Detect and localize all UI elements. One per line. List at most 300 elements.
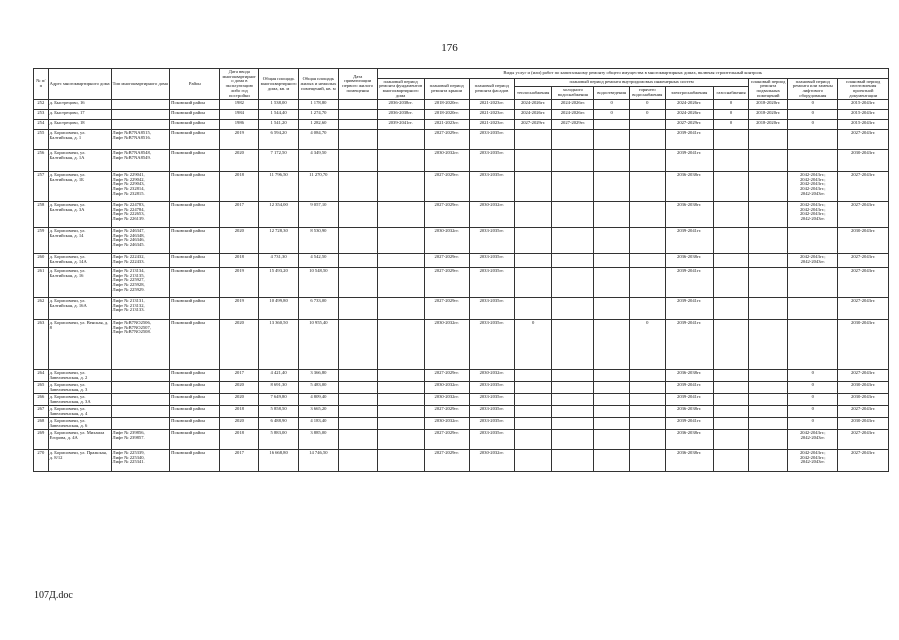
row-number: 253	[34, 110, 49, 120]
district-cell: Псковский район	[170, 110, 220, 120]
roof-period-cell: 2027-2029гг.	[424, 298, 469, 320]
lift-period-cell: 2042-2043гг.; 2042-2043гг.; 2042-2043гг.; 2042-2043гг.	[788, 202, 838, 228]
electricity-cell: 2039-2041гг.	[665, 382, 713, 394]
electricity-cell: 2036-2038гг.	[665, 202, 713, 228]
year-cell: 2017	[220, 370, 259, 382]
lift-period-cell: 0	[788, 382, 838, 394]
area-living-cell: 1 274,70	[298, 110, 338, 120]
hot-water-cell	[629, 450, 665, 472]
lift-period-cell: 0	[788, 120, 838, 130]
house-type-cell	[111, 110, 170, 120]
area-living-cell: 3 885,00	[298, 430, 338, 450]
privatization-cell	[338, 406, 377, 418]
design-docs-cell: 2030-2043гг.	[838, 228, 889, 254]
gas-supply-cell	[713, 320, 749, 370]
house-type-cell	[111, 394, 170, 406]
foundation-period-cell	[377, 150, 424, 172]
area-living-cell: 8 530,90	[298, 228, 338, 254]
basement-period-cell	[749, 172, 788, 202]
facade-period-cell: 2021-2023гг.	[469, 120, 514, 130]
row-number: 258	[34, 202, 49, 228]
year-cell: 2018	[220, 172, 259, 202]
heat-supply-cell	[514, 382, 552, 394]
roof-period-cell: 2030-2032гг.	[424, 382, 469, 394]
district-cell: Псковский район	[170, 370, 220, 382]
facade-period-cell: 2033-2035гг.	[469, 150, 514, 172]
table-row	[34, 228, 889, 254]
cold-water-cell	[552, 382, 594, 394]
district-cell: Псковский район	[170, 450, 220, 472]
table-row	[34, 430, 889, 450]
basement-period-cell	[749, 394, 788, 406]
design-docs-cell: 2015-2043гг.	[838, 110, 889, 120]
area-total-cell: 4 421,40	[259, 370, 299, 382]
electricity-cell: 2036-2038гг.	[665, 450, 713, 472]
district-cell: Псковский район	[170, 418, 220, 430]
foundation-period-cell	[377, 418, 424, 430]
drainage-cell	[594, 320, 630, 370]
roof-period-cell: 2027-2029гг.	[424, 406, 469, 418]
foundation-period-cell	[377, 370, 424, 382]
address-cell: д. Борисовичи, ул. Балтийская, д. 14А	[48, 254, 111, 268]
row-number: 255	[34, 130, 49, 150]
basement-period-cell	[749, 150, 788, 172]
gas-supply-cell	[713, 430, 749, 450]
address-cell: д. Борисовичи, ул. Пражская, д. 8/12	[48, 450, 111, 472]
area-total-cell: 16 668,80	[259, 450, 299, 472]
privatization-cell	[338, 394, 377, 406]
drainage-cell	[594, 298, 630, 320]
table-row	[34, 150, 889, 172]
electricity-cell: 2036-2038гг.	[665, 172, 713, 202]
basement-period-cell	[749, 418, 788, 430]
header-drain: водоотведения	[594, 86, 630, 99]
cold-water-cell	[552, 228, 594, 254]
basement-period-cell	[749, 406, 788, 418]
house-type-cell	[111, 382, 170, 394]
header-type: Тип многоквартирного дома	[111, 69, 170, 100]
design-docs-cell: 2030-2043гг.	[838, 382, 889, 394]
hot-water-cell	[629, 382, 665, 394]
lift-period-cell: 0	[788, 110, 838, 120]
design-docs-cell: 2015-2043гг.	[838, 100, 889, 110]
roof-period-cell: 2030-2032гг.	[424, 320, 469, 370]
house-type-cell: Лифт № 225339, Лифт № 225340, Лифт № 225341.	[111, 450, 170, 472]
roof-period-cell: 2030-2032гг.	[424, 228, 469, 254]
basement-period-cell: 2018-2020гг.	[749, 100, 788, 110]
header-basement: плановый период ремонта подвальных помещений	[749, 79, 788, 100]
roof-period-cell: 2027-2029гг.	[424, 370, 469, 382]
cold-water-cell	[552, 406, 594, 418]
foundation-period-cell	[377, 298, 424, 320]
area-total-cell: 4 731,30	[259, 254, 299, 268]
row-number: 265	[34, 382, 49, 394]
header-elec: электроснабжения	[665, 86, 713, 99]
table-row	[34, 110, 889, 120]
cold-water-cell	[552, 394, 594, 406]
row-number: 259	[34, 228, 49, 254]
cold-water-cell: 2027-2029гг.	[552, 120, 594, 130]
gas-supply-cell: 0	[713, 100, 749, 110]
electricity-cell: 2027-2029гг.	[665, 120, 713, 130]
cold-water-cell	[552, 298, 594, 320]
hot-water-cell	[629, 268, 665, 298]
address-cell: д. Борисовичи, ул. Завеличенская, д. 3А	[48, 394, 111, 406]
area-living-cell: 14 746,50	[298, 450, 338, 472]
area-living-cell: 10 955,40	[298, 320, 338, 370]
foundation-period-cell: 2036-2038гг.	[377, 110, 424, 120]
gas-supply-cell	[713, 382, 749, 394]
gas-supply-cell	[713, 268, 749, 298]
privatization-cell	[338, 150, 377, 172]
area-total-cell: 12 354,00	[259, 202, 299, 228]
design-docs-cell: 2027-2043гг.	[838, 430, 889, 450]
heat-supply-cell	[514, 450, 552, 472]
area-total-cell: 8 691,30	[259, 382, 299, 394]
district-cell: Псковский район	[170, 254, 220, 268]
hot-water-cell: 0	[629, 110, 665, 120]
privatization-cell	[338, 268, 377, 298]
roof-period-cell: 2021-2023гг.	[424, 120, 469, 130]
heat-supply-cell	[514, 172, 552, 202]
facade-period-cell: 2033-2035гг.	[469, 418, 514, 430]
hot-water-cell	[629, 406, 665, 418]
year-cell: 2017	[220, 450, 259, 472]
roof-period-cell: 2030-2032гг.	[424, 394, 469, 406]
lift-period-cell: 0	[788, 394, 838, 406]
area-living-cell: 4 349,50	[298, 150, 338, 172]
table-row	[34, 254, 889, 268]
area-total-cell: 11 796,50	[259, 172, 299, 202]
table-row	[34, 202, 889, 228]
heat-supply-cell	[514, 254, 552, 268]
year-cell: 2020	[220, 394, 259, 406]
hot-water-cell	[629, 202, 665, 228]
lift-period-cell: 2042-2043гг.; 2042-2043гг.; 2042-2043гг.; 2042-2043гг.; 2042-2043гг.	[788, 172, 838, 202]
area-living-cell: 4 809,40	[298, 394, 338, 406]
row-number: 266	[34, 394, 49, 406]
row-number: 270	[34, 450, 49, 472]
basement-period-cell: 2018-2020гг.	[749, 110, 788, 120]
year-cell: 2020	[220, 150, 259, 172]
table-row	[34, 130, 889, 150]
address-cell: д. Борисовичи, ул. Балтийская, д. 1А	[48, 150, 111, 172]
foundation-period-cell	[377, 406, 424, 418]
row-number: 257	[34, 172, 49, 202]
basement-period-cell	[749, 320, 788, 370]
house-type-cell: Лифт № 229041, Лифт № 229042, Лифт № 229043, Лифт № 232814, Лифт № 232815.	[111, 172, 170, 202]
basement-period-cell	[749, 370, 788, 382]
hot-water-cell	[629, 228, 665, 254]
house-type-cell: Лифт № 224783, Лифт № 224784, Лифт № 222653, Лифт № 226139.	[111, 202, 170, 228]
house-type-cell: Лифт № 246347, Лифт № 246348, Лифт № 246346, Лифт № 246345.	[111, 228, 170, 254]
drainage-cell	[594, 370, 630, 382]
design-docs-cell: 2027-2043гг.	[838, 202, 889, 228]
foundation-period-cell	[377, 202, 424, 228]
area-living-cell: 1 282,60	[298, 120, 338, 130]
heat-supply-cell: 2024-2026гг.	[514, 100, 552, 110]
address-cell: д. Борисовичи, ул. Балтийская, д. 3А	[48, 202, 111, 228]
drainage-cell	[594, 450, 630, 472]
area-living-cell: 1 178,80	[298, 100, 338, 110]
house-type-cell	[111, 406, 170, 418]
facade-period-cell: 2030-2032гг.	[469, 450, 514, 472]
privatization-cell	[338, 202, 377, 228]
gas-supply-cell	[713, 394, 749, 406]
drainage-cell	[594, 430, 630, 450]
electricity-cell: 2036-2038гг.	[665, 406, 713, 418]
row-number: 264	[34, 370, 49, 382]
gas-supply-cell	[713, 254, 749, 268]
header-lift: плановый период ремонта или замены лифтового оборудования	[788, 79, 838, 100]
foundation-period-cell	[377, 430, 424, 450]
drainage-cell	[594, 406, 630, 418]
electricity-cell: 2036-2038гг.	[665, 370, 713, 382]
facade-period-cell: 2033-2035гг.	[469, 268, 514, 298]
table-row	[34, 100, 889, 110]
gas-supply-cell	[713, 150, 749, 172]
facade-period-cell: 2033-2035гг.	[469, 430, 514, 450]
area-living-cell: 4 542,50	[298, 254, 338, 268]
roof-period-cell: 2027-2029гг.	[424, 450, 469, 472]
address-cell: д. Борисовичи, ул. Балтийская, д. 1Б	[48, 172, 111, 202]
gas-supply-cell	[713, 130, 749, 150]
year-cell: 2018	[220, 430, 259, 450]
area-total-cell: 5 883,00	[259, 430, 299, 450]
district-cell: Псковский район	[170, 268, 220, 298]
area-total-cell: 7 649,80	[259, 394, 299, 406]
heat-supply-cell	[514, 202, 552, 228]
house-type-cell: Лифт №В7NA8515, Лифт №В7NA8516.	[111, 130, 170, 150]
year-cell: 2019	[220, 130, 259, 150]
roof-period-cell: 2027-2029гг.	[424, 430, 469, 450]
area-living-cell: 4 084,70	[298, 130, 338, 150]
house-type-cell: Лифт № 239856, Лифт № 239857.	[111, 430, 170, 450]
roof-period-cell: 2030-2032гг.	[424, 418, 469, 430]
privatization-cell	[338, 370, 377, 382]
electricity-cell: 2039-2041гг.	[665, 320, 713, 370]
area-total-cell: 7 172,50	[259, 150, 299, 172]
area-living-cell: 6 733,00	[298, 298, 338, 320]
privatization-cell	[338, 130, 377, 150]
privatization-cell	[338, 430, 377, 450]
gas-supply-cell	[713, 406, 749, 418]
foundation-period-cell	[377, 228, 424, 254]
privatization-cell	[338, 254, 377, 268]
area-living-cell: 11 270,70	[298, 172, 338, 202]
electricity-cell: 2039-2041гг.	[665, 418, 713, 430]
design-docs-cell: 2027-2043гг.	[838, 130, 889, 150]
area-total-cell: 1 544,40	[259, 110, 299, 120]
facade-period-cell: 2033-2035гг.	[469, 254, 514, 268]
district-cell: Псковский район	[170, 130, 220, 150]
address-cell: д. Борисовичи, ул. Завеличенская, д. 2	[48, 370, 111, 382]
basement-period-cell	[749, 430, 788, 450]
hot-water-cell: 0	[629, 100, 665, 110]
area-total-cell: 5 858,50	[259, 406, 299, 418]
basement-period-cell	[749, 254, 788, 268]
year-cell: 2018	[220, 254, 259, 268]
basement-period-cell: 2018-2020гг.	[749, 120, 788, 130]
year-cell: 2019	[220, 268, 259, 298]
lift-period-cell	[788, 130, 838, 150]
table-row	[34, 370, 889, 382]
district-cell: Псковский район	[170, 228, 220, 254]
design-docs-cell: 2027-2043гг.	[838, 370, 889, 382]
electricity-cell: 2039-2041гг.	[665, 150, 713, 172]
district-cell: Псковский район	[170, 202, 220, 228]
basement-period-cell	[749, 450, 788, 472]
facade-period-cell: 2021-2023гг.	[469, 100, 514, 110]
foundation-period-cell	[377, 172, 424, 202]
house-type-cell: Лифт № 213134, Лифт № 213135, Лифт № 225927, Лифт № 225928, Лифт № 225929.	[111, 268, 170, 298]
foundation-period-cell	[377, 268, 424, 298]
heat-supply-cell	[514, 430, 552, 450]
address-cell: д. Быстрецово, 17	[48, 110, 111, 120]
year-cell: 2019	[220, 298, 259, 320]
area-living-cell: 5 483,00	[298, 382, 338, 394]
area-living-cell: 3 366,80	[298, 370, 338, 382]
hot-water-cell	[629, 370, 665, 382]
basement-period-cell	[749, 130, 788, 150]
header-facade: плановый период ремонта фасадов	[469, 79, 514, 100]
header-year: Дата ввода многоквартирного дома в эксплуатацию либо год постройки	[220, 69, 259, 100]
facade-period-cell: 2033-2035гг.	[469, 130, 514, 150]
design-docs-cell: 2030-2043гг.	[838, 320, 889, 370]
header-num: № п/п	[34, 69, 49, 100]
gas-supply-cell: 0	[713, 110, 749, 120]
basement-period-cell	[749, 228, 788, 254]
privatization-cell	[338, 172, 377, 202]
drainage-cell	[594, 130, 630, 150]
header-works-group: Виды услуг и (или) работ по капитальному ремонту общего имущества в многоквартирных домах, включая строительный контроль	[377, 69, 888, 79]
basement-period-cell	[749, 298, 788, 320]
foundation-period-cell	[377, 320, 424, 370]
area-living-cell: 10 548,50	[298, 268, 338, 298]
heat-supply-cell: 0	[514, 320, 552, 370]
facade-period-cell: 2033-2035гг.	[469, 172, 514, 202]
header-design: плановый период изготовления проектной документации	[838, 79, 889, 100]
area-total-cell: 1 538,00	[259, 100, 299, 110]
year-cell: 2020	[220, 228, 259, 254]
district-cell: Псковский район	[170, 298, 220, 320]
row-number: 262	[34, 298, 49, 320]
heat-supply-cell	[514, 370, 552, 382]
area-total-cell: 12 728,30	[259, 228, 299, 254]
gas-supply-cell	[713, 298, 749, 320]
table-row	[34, 418, 889, 430]
foundation-period-cell	[377, 382, 424, 394]
cold-water-cell	[552, 130, 594, 150]
header-heat: теплоснабжения	[514, 86, 552, 99]
year-cell: 2020	[220, 320, 259, 370]
gas-supply-cell	[713, 202, 749, 228]
cold-water-cell	[552, 450, 594, 472]
address-cell: д. Борисовичи, ул. Балтийская, д. 16	[48, 268, 111, 298]
cold-water-cell	[552, 418, 594, 430]
header-address: Адрес многоквартирного дома	[48, 69, 111, 100]
roof-period-cell: 2027-2029гг.	[424, 254, 469, 268]
design-docs-cell: 2027-2043гг.	[838, 450, 889, 472]
address-cell: д. Быстрецово, 16	[48, 100, 111, 110]
hot-water-cell	[629, 418, 665, 430]
roof-period-cell: 2027-2029гг.	[424, 130, 469, 150]
row-number: 254	[34, 120, 49, 130]
area-total-cell: 10 499,80	[259, 298, 299, 320]
design-docs-cell: 2027-2043гг.	[838, 172, 889, 202]
table-row	[34, 172, 889, 202]
hot-water-cell	[629, 130, 665, 150]
district-cell: Псковский район	[170, 100, 220, 110]
capital-repair-table	[33, 68, 889, 472]
area-total-cell: 13 360,50	[259, 320, 299, 370]
hot-water-cell	[629, 150, 665, 172]
address-cell: д. Борисовичи, ул. Завеличенская, д. 6	[48, 418, 111, 430]
foundation-period-cell: 2036-2038гг.	[377, 100, 424, 110]
drainage-cell	[594, 418, 630, 430]
table-row	[34, 268, 889, 298]
house-type-cell	[111, 418, 170, 430]
electricity-cell: 2039-2041гг.	[665, 130, 713, 150]
header-district: Район	[170, 69, 220, 100]
row-number: 256	[34, 150, 49, 172]
foundation-period-cell	[377, 394, 424, 406]
lift-period-cell	[788, 150, 838, 172]
gas-supply-cell	[713, 450, 749, 472]
drainage-cell	[594, 228, 630, 254]
facade-period-cell: 2033-2035гг.	[469, 298, 514, 320]
address-cell: д. Борисовичи, ул. Балтийская, д. 16А	[48, 298, 111, 320]
drainage-cell: 0	[594, 100, 630, 110]
address-cell: д. Быстрецово, 18	[48, 120, 111, 130]
heat-supply-cell	[514, 268, 552, 298]
gas-supply-cell	[713, 228, 749, 254]
heat-supply-cell	[514, 228, 552, 254]
electricity-cell: 2036-2038гг.	[665, 430, 713, 450]
lift-period-cell: 2042-2043гг.; 2042-2043гг.	[788, 430, 838, 450]
heat-supply-cell	[514, 418, 552, 430]
roof-period-cell: 2030-2032гг.	[424, 150, 469, 172]
design-docs-cell: 2030-2043гг.	[838, 150, 889, 172]
table-row	[34, 406, 889, 418]
gas-supply-cell	[713, 172, 749, 202]
heat-supply-cell	[514, 406, 552, 418]
electricity-cell: 2036-2038гг.	[665, 254, 713, 268]
privatization-cell	[338, 298, 377, 320]
design-docs-cell: 2027-2043гг.	[838, 268, 889, 298]
design-docs-cell: 2030-2043гг.	[838, 418, 889, 430]
area-total-cell: 1 541,20	[259, 120, 299, 130]
area-living-cell: 3 665,20	[298, 406, 338, 418]
basement-period-cell	[749, 268, 788, 298]
address-cell: д. Борисовичи, ул. Балтийская, д. 14	[48, 228, 111, 254]
facade-period-cell: 2030-2032гг.	[469, 202, 514, 228]
address-cell: д. Борисовичи, ул. Михаила Егорова, д. 4А	[48, 430, 111, 450]
table-row	[34, 298, 889, 320]
table-row	[34, 382, 889, 394]
roof-period-cell: 2027-2029гг.	[424, 268, 469, 298]
cold-water-cell	[552, 202, 594, 228]
design-docs-cell: 2015-2043гг.	[838, 120, 889, 130]
table-row	[34, 450, 889, 472]
district-cell: Псковский район	[170, 172, 220, 202]
drainage-cell	[594, 382, 630, 394]
electricity-cell: 2024-2026гг.	[665, 100, 713, 110]
heat-supply-cell	[514, 130, 552, 150]
lift-period-cell: 0	[788, 100, 838, 110]
heat-supply-cell: 2024-2026гг.	[514, 110, 552, 120]
table-row	[34, 120, 889, 130]
